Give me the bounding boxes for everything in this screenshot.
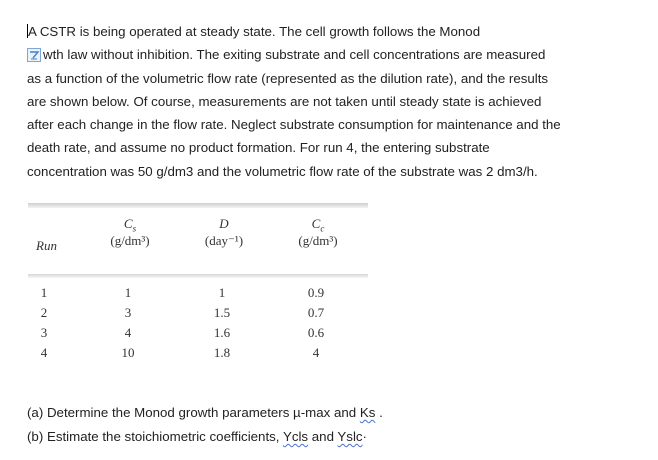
run-column-header: Run xyxy=(36,238,57,253)
table-cell-d: 1 xyxy=(218,285,226,300)
spellcheck-word-yslc[interactable]: Yslc xyxy=(337,429,363,444)
table-cell-d: 1.8 xyxy=(213,345,231,360)
paragraph-line-3: as a function of the volumetric flow rate (represented as the dilution rate), and the results xyxy=(27,70,549,86)
table-cell-cs: 1 xyxy=(124,285,132,300)
table-cell-run: 2 xyxy=(40,305,48,320)
table-cell-cc: 0.9 xyxy=(307,285,325,300)
table-cell-cs: 4 xyxy=(124,325,132,340)
spellcheck-word-ks[interactable]: Ks xyxy=(359,405,376,420)
paragraph-line-2: wth law without inhibition. The exiting substrate and cell concentrations are measured xyxy=(27,43,647,66)
table-cell-cs: 10 xyxy=(121,345,135,360)
table-cell-d: 1.6 xyxy=(213,325,231,340)
problem-paragraph xyxy=(27,20,647,183)
table-cell-cc: 0.6 xyxy=(307,325,325,340)
table-cell-cc: 0.7 xyxy=(307,305,325,320)
d-column-header: D (day⁻¹) xyxy=(204,216,244,248)
table-cell-run: 1 xyxy=(40,285,48,300)
paragraph-line-4: are shown below. Of course, measurements are not taken until steady state is achieved xyxy=(27,93,542,109)
question-a: (a) Determine the Monod growth parameters µ-max and Ks . xyxy=(27,405,383,420)
spellcheck-word-ycls[interactable]: Ycls xyxy=(282,429,309,444)
table-cell-run: 4 xyxy=(40,345,48,360)
table-top-rule xyxy=(28,203,368,208)
table-cell-run: 3 xyxy=(40,325,48,340)
table-cell-cs: 3 xyxy=(124,305,132,320)
paragraph-line-5: after each change in the flow rate. Neglect substrate consumption for maintenance and the xyxy=(27,117,561,133)
autocorrect-icon[interactable] xyxy=(27,48,41,62)
paragraph-line-7: concentration was 50 g/dm3 and the volumetric flow rate of the substrate was 2 dm3/h. xyxy=(27,163,538,179)
table-cell-d: 1.5 xyxy=(213,305,231,320)
cs-column-header: $C_s$ (g/dm³) xyxy=(110,216,150,248)
question-b: (b) Estimate the stoichiometric coefficients, Ycls and Yslc· xyxy=(27,429,367,444)
paragraph-line-6: death rate, and assume no product formation. For run 4, the entering substrate xyxy=(27,140,490,156)
table-cell-cc: 4 xyxy=(312,345,320,360)
questions-block xyxy=(27,401,383,449)
cc-column-header: $C_c$ (g/dm³) xyxy=(298,216,338,248)
data-table-image xyxy=(28,203,368,376)
table-header-rule xyxy=(28,274,368,278)
paragraph-line-1: A CSTR is being operated at steady state. The cell growth follows the Monod xyxy=(28,24,481,39)
